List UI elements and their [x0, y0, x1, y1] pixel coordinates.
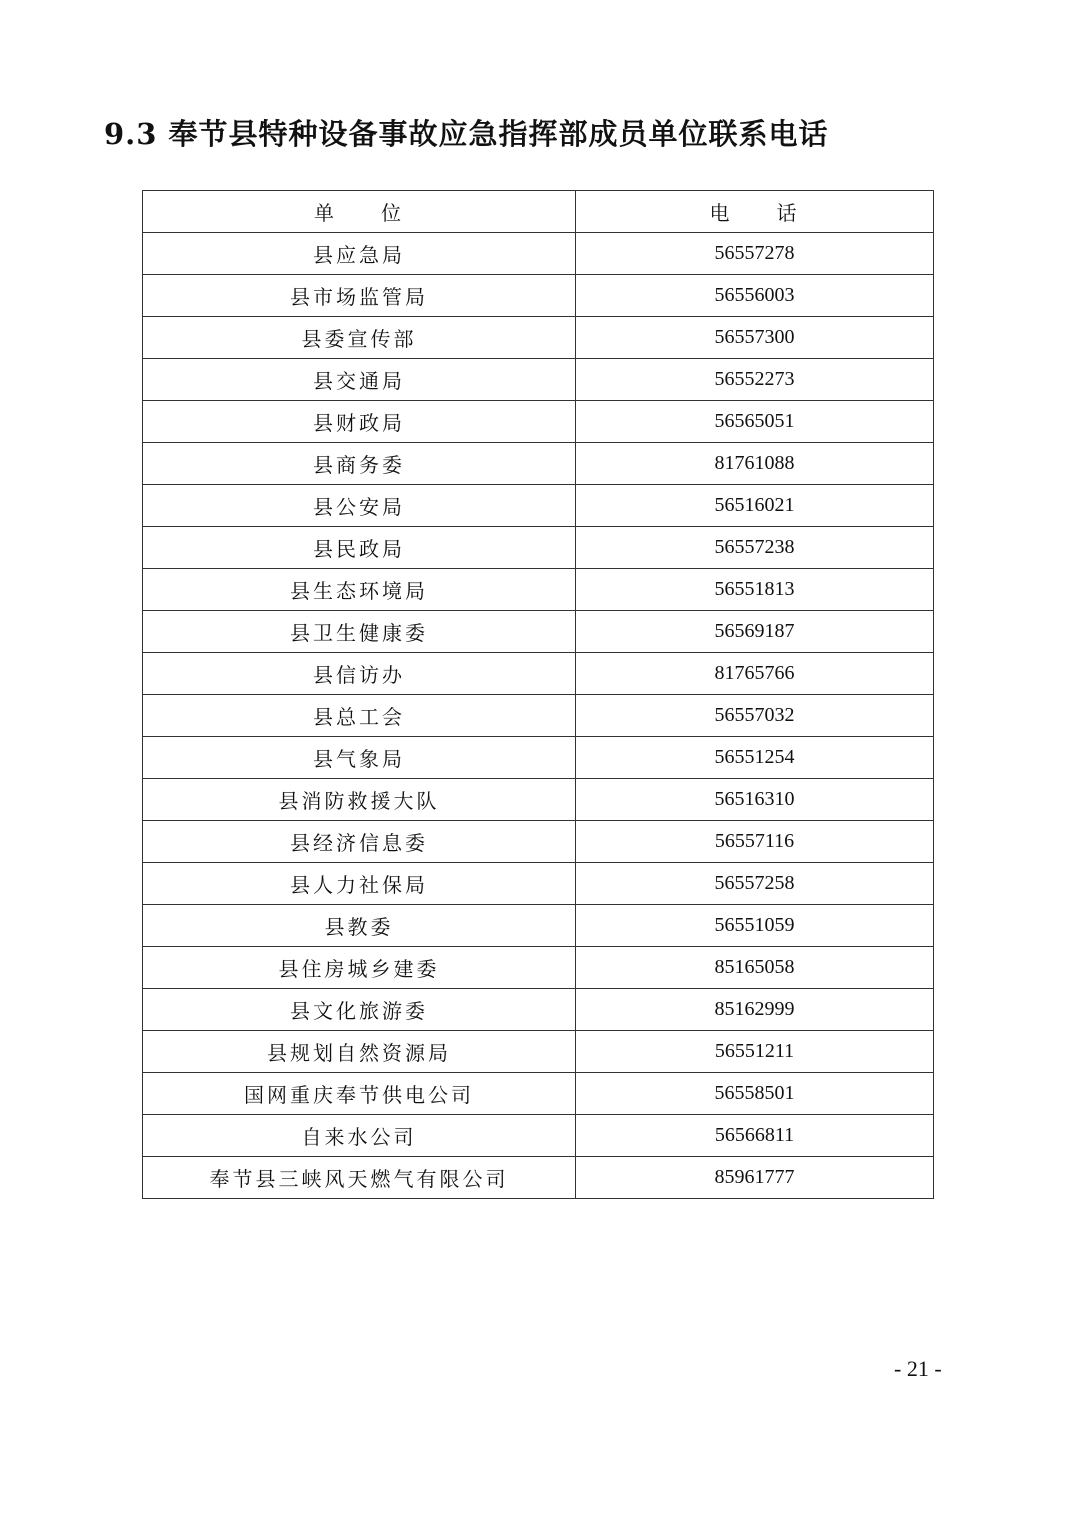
unit-cell: 县气象局 [143, 737, 576, 779]
table-row [143, 569, 934, 611]
table-row [143, 443, 934, 485]
unit-cell: 县民政局 [143, 527, 576, 569]
unit-cell: 县财政局 [143, 401, 576, 443]
unit-cell: 县委宣传部 [143, 317, 576, 359]
phone-cell: 56566811 [576, 1115, 934, 1157]
unit-cell: 县人力社保局 [143, 863, 576, 905]
table-row [143, 611, 934, 653]
phone-cell: 56552273 [576, 359, 934, 401]
phone-cell: 56557116 [576, 821, 934, 863]
unit-cell: 县商务委 [143, 443, 576, 485]
phone-cell: 56516310 [576, 779, 934, 821]
table-row [143, 527, 934, 569]
phone-cell: 56558501 [576, 1073, 934, 1115]
phone-cell: 56551813 [576, 569, 934, 611]
table-row [143, 1031, 934, 1073]
header-unit-char-2: 位 [381, 201, 404, 225]
page-title: 9.3 奉节县特种设备事故应急指挥部成员单位联系电话 [104, 117, 829, 151]
table-row [143, 1115, 934, 1157]
unit-cell: 县文化旅游委 [143, 989, 576, 1031]
table-row [143, 989, 934, 1031]
unit-cell: 县住房城乡建委 [143, 947, 576, 989]
table-row [143, 275, 934, 317]
table-row [143, 401, 934, 443]
page-number: - 21 - [894, 1356, 942, 1381]
phone-cell: 56557300 [576, 317, 934, 359]
table-row [143, 695, 934, 737]
table-row [143, 233, 934, 275]
table-row [143, 317, 934, 359]
unit-cell: 县消防救援大队 [143, 779, 576, 821]
header-unit-char-1: 单 [314, 201, 337, 225]
phone-cell: 81761088 [576, 443, 934, 485]
header-phone [576, 191, 934, 233]
header-phone-char-1: 电 [709, 201, 733, 225]
unit-cell: 县生态环境局 [143, 569, 576, 611]
unit-cell: 县市场监管局 [143, 275, 576, 317]
phone-cell: 81765766 [576, 653, 934, 695]
table-row [143, 947, 934, 989]
phone-cell: 56557032 [576, 695, 934, 737]
phone-cell: 56551211 [576, 1031, 934, 1073]
table-row [143, 821, 934, 863]
phone-cell: 56551254 [576, 737, 934, 779]
phone-cell: 56557278 [576, 233, 934, 275]
header-unit [143, 191, 576, 233]
unit-cell: 县经济信息委 [143, 821, 576, 863]
phone-cell: 56551059 [576, 905, 934, 947]
table-body [143, 233, 934, 1199]
unit-cell: 县交通局 [143, 359, 576, 401]
unit-cell: 奉节县三峡风天燃气有限公司 [143, 1157, 576, 1199]
phone-cell: 85165058 [576, 947, 934, 989]
unit-cell: 县总工会 [143, 695, 576, 737]
table-row [143, 779, 934, 821]
table-row [143, 359, 934, 401]
unit-cell: 自来水公司 [143, 1115, 576, 1157]
phone-cell: 85961777 [576, 1157, 934, 1199]
unit-cell: 县教委 [143, 905, 576, 947]
phone-cell: 56557258 [576, 863, 934, 905]
table-row [143, 1073, 934, 1115]
phone-cell: 56556003 [576, 275, 934, 317]
table-header-row [143, 191, 934, 233]
header-phone-char-2: 话 [776, 201, 800, 225]
table-row [143, 1157, 934, 1199]
phone-cell: 56557238 [576, 527, 934, 569]
unit-cell: 县卫生健康委 [143, 611, 576, 653]
phone-cell: 85162999 [576, 989, 934, 1031]
phone-cell: 56565051 [576, 401, 934, 443]
table-row [143, 737, 934, 779]
unit-cell: 国网重庆奉节供电公司 [143, 1073, 576, 1115]
unit-cell: 县公安局 [143, 485, 576, 527]
phone-cell: 56569187 [576, 611, 934, 653]
unit-cell: 县信访办 [143, 653, 576, 695]
table-row [143, 863, 934, 905]
contact-table [142, 190, 934, 1199]
unit-cell: 县规划自然资源局 [143, 1031, 576, 1073]
table-row [143, 485, 934, 527]
table-row [143, 905, 934, 947]
unit-cell: 县应急局 [143, 233, 576, 275]
table-row [143, 653, 934, 695]
phone-cell: 56516021 [576, 485, 934, 527]
